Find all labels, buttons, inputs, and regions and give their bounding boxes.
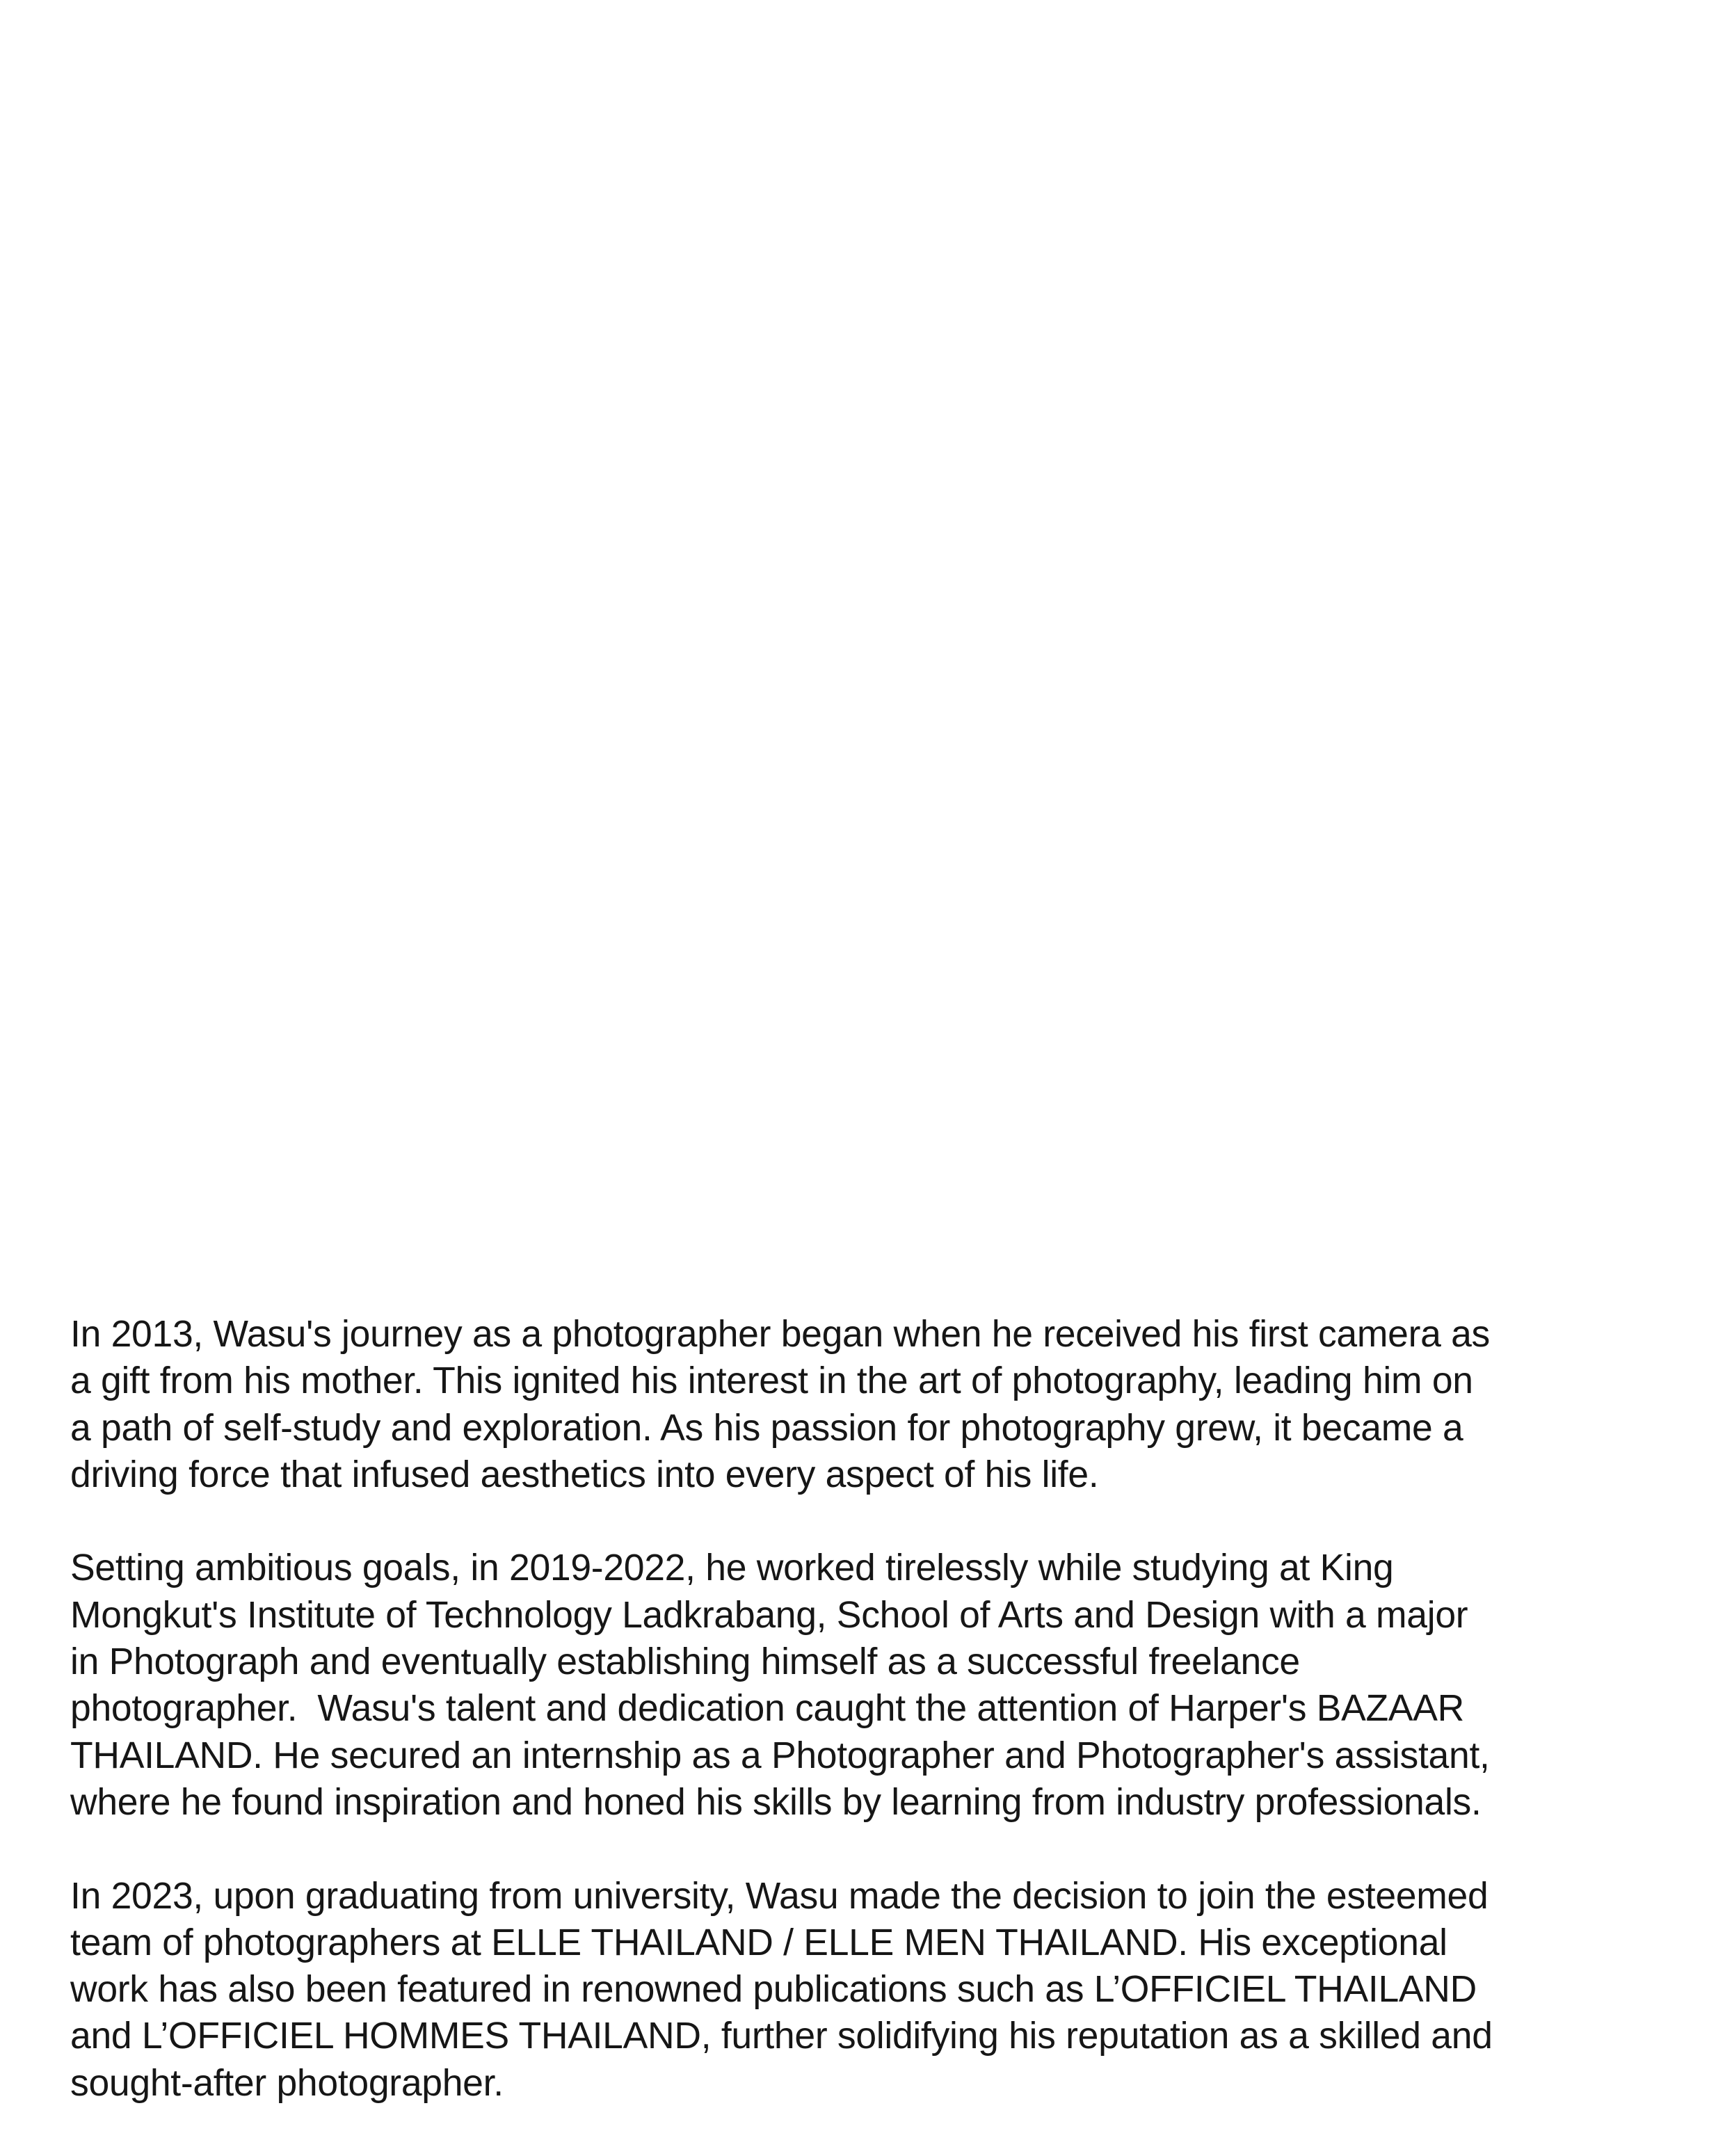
- bio-line: team of photographers at ELLE THAILAND / ELLE MEN THAILAND. His exceptional: [70, 1922, 1447, 1963]
- bio-line: where he found inspiration and honed his skills by learning from industry professionals.: [70, 1781, 1482, 1823]
- bio-line: THAILAND. He secured an internship as a Photographer and Photographer's assistant,: [70, 1735, 1490, 1776]
- bio-line: photographer. Wasu's talent and dedication caught the attention of Harper's BAZAAR: [70, 1688, 1464, 1730]
- bio-line: sought-after photographer.: [70, 2062, 504, 2104]
- bio-paragraph-1: [70, 1311, 1670, 1498]
- bio-line: In 2023, upon graduating from university, Wasu made the decision to join the esteemed: [70, 1875, 1489, 1917]
- bio-line: a path of self-study and exploration. As his passion for photography grew, it became a: [70, 1407, 1463, 1449]
- bio-line: and L’OFFICIEL HOMMES THAILAND, further solidifying his reputation as a skilled and: [70, 2016, 1493, 2057]
- bio-line: Setting ambitious goals, in 2019-2022, he worked tirelessly while studying at King: [70, 1547, 1394, 1589]
- biography-text: [70, 1311, 1670, 2153]
- bio-line: Mongkut's Institute of Technology Ladkrabang, School of Arts and Design with a major: [70, 1594, 1468, 1636]
- bio-line: a gift from his mother. This ignited his interest in the art of photography, leading him on: [70, 1360, 1473, 1402]
- bio-line: In 2013, Wasu's journey as a photographer began when he received his first camera as: [70, 1314, 1491, 1355]
- bio-line: work has also been featured in renowned publications such as L’OFFICIEL THAILAND: [70, 1969, 1477, 2011]
- bio-line: driving force that infused aesthetics into every aspect of his life.: [70, 1454, 1099, 1495]
- bio-line: in Photograph and eventually establishing himself as a successful freelance: [70, 1641, 1300, 1683]
- bio-paragraph-2: [70, 1545, 1670, 1826]
- bio-paragraph-3: [70, 1873, 1670, 2107]
